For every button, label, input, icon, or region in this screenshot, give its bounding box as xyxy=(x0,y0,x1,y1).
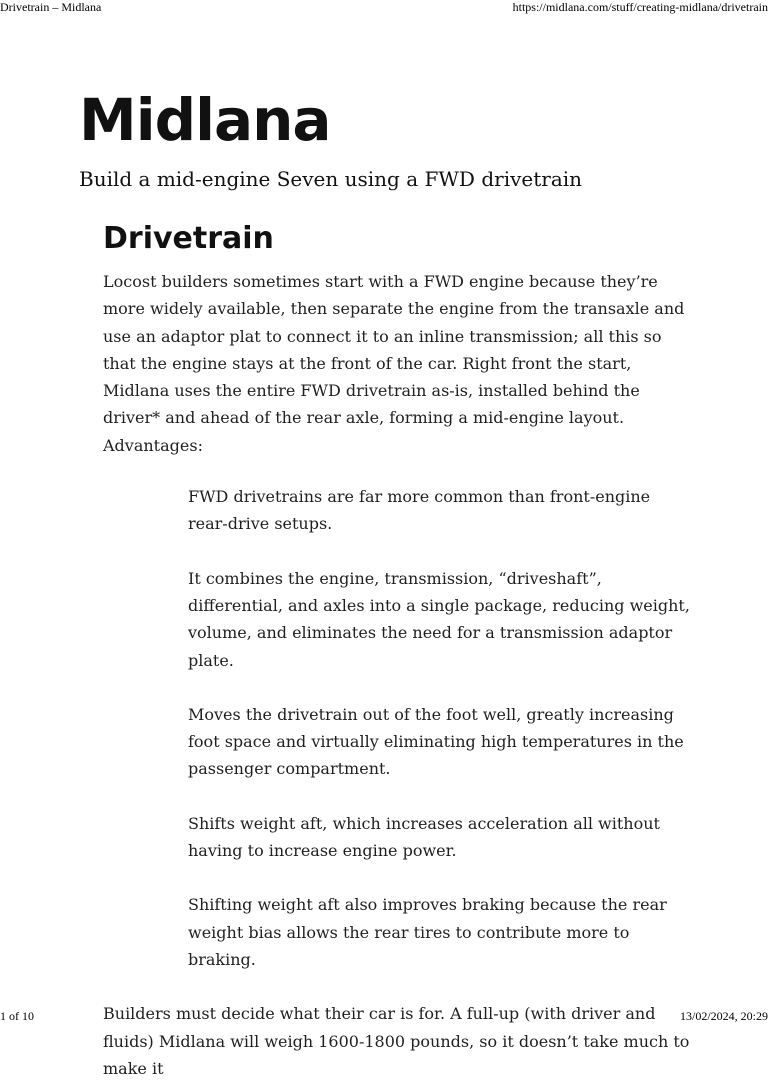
intro-paragraph: Locost builders sometimes start with a FWD engine because they’re more widely available, then separate the engine from the transaxle and use an adaptor plat to connect it to an inline transmission; all this so that the engine stays at the front of the car. Right front the start, Midlana uses the entire FWD drivetrain as-is, installed behind the driver* and ahead of the rear axle, forming a mid-engine layout. Advantages: xyxy=(103,272,685,455)
article xyxy=(103,218,693,1082)
list-item: Shifts weight aft, which increases acceleration all without having to increase engine power. xyxy=(188,813,660,861)
page-heading: Drivetrain xyxy=(103,221,274,256)
list-item: FWD drivetrains are far more common than front-engine rear-drive setups. xyxy=(188,487,651,534)
list-item: Moves the drivetrain out of the foot well, greatly increasing foot space and virtually eliminating high temperatures in the passenger compartment. xyxy=(188,704,684,779)
print-timestamp: 13/02/2024, 20:29 xyxy=(679,1009,768,1023)
list-item: It combines the engine, transmission, “driveshaft”, differential, and axles into a single package, reducing weight, volume, and eliminates the need for a transmission adaptor plate. xyxy=(188,568,690,670)
site-title[interactable]: Midlana xyxy=(79,86,331,154)
list-item: Shifting weight aft also improves braking because the rear weight bias allows the rear tires to contribute more to braking. xyxy=(188,895,667,969)
closing-paragraph: Builders must decide what their car is for. A full-up (with driver and fluids) Midlana will weigh 1600-1800 pounds, so it doesn’t take much to make it xyxy=(103,1004,690,1078)
print-page-title: Drivetrain – Midlana xyxy=(0,0,102,14)
site-tagline: Build a mid-engine Seven using a FWD drivetrain xyxy=(79,167,583,191)
page-count: 1 of 10 xyxy=(0,1009,34,1023)
print-url: https://midlana.com/stuff/creating-midlana/drivetrain xyxy=(512,0,768,14)
advantages-list xyxy=(103,483,693,973)
